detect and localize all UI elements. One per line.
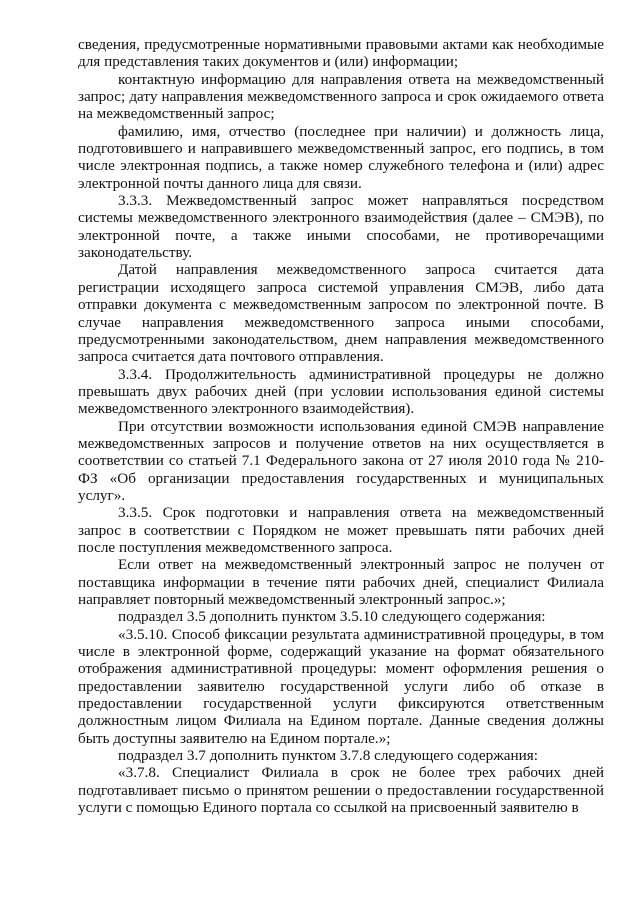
paragraph: сведения, предусмотренные нормативными правовыми актами как необходимые для представления таких документов и (или) информации; [78,36,604,71]
paragraph: контактную информацию для направления ответа на межведомственный запрос; дату направления межведомственного запроса и срок ожидаемого ответа на межведомственный запрос; [78,70,604,123]
paragraph: фамилию, имя, отчество (последнее при наличии) и должность лица, подготовившего и направившего межведомственный запрос, его подпись, в том числе электронная подпись, а также номер служебного телефона и (или) адрес электронной почты данного лица для связи. [78,122,604,192]
paragraph: Если ответ на межведомственный электронный запрос не получен от поставщика информации в течение пяти рабочих дней, специалист Филиала направляет повторный межведомственный электронный запрос.»; [78,556,604,608]
paragraph: При отсутствии возможности использования единой СМЭВ направление межведомственных запросов и получение ответов на них осуществляется в соответствии со статьей 7.1 Федерального закона от 27 июля 2010 года № 210-ФЗ «Об организации предоставления государственных и муниципальных услуг». [78,417,604,504]
paragraph: подраздел 3.5 дополнить пунктом 3.5.10 следующего содержания: [118,608,546,626]
paragraph: 3.3.4. Продолжительность административной процедуры не должно превышать двух рабочих дней (при условии использования единой системы межведомственного электронного взаимодействия). [78,365,604,418]
paragraph: «3.5.10. Способ фиксации результата административной процедуры, в том числе в электронной форме, содержащий указание на формат обязательного отображения административной процедуры: момент оформления решения о предоставлении заявителю государственной услуги либо об отказе в предоставлении государственной услуги фиксируются ответственным должностным лицом Филиала на Едином портале. Данные сведения должны быть доступны заявителю на Едином портале.»; [78,625,604,747]
document-body [78,36,604,816]
paragraph: «3.7.8. Специалист Филиала в срок не более трех рабочих дней подготавливает письмо о принятом решении о предоставлении государственной услуги с помощью Единого портала со ссылкой на присвоенный заявителю в [78,764,604,817]
paragraph: 3.3.5. Срок подготовки и направления ответа на межведомственный запрос в соответствии с Порядком не может превышать пяти рабочих дней после поступления межведомственного запроса. [78,504,604,556]
paragraph: 3.3.3. Межведомственный запрос может направляться посредством системы межведомственного электронного взаимодействия (далее – СМЭВ), по электронной почте, а также иными способами, не противоречащими законодательству. [78,192,604,262]
paragraph: Датой направления межведомственного запроса считается дата регистрации исходящего запроса системой управления СМЭВ, либо дата отправки документа с межведомственным запросом по электронной почте. В случае направления межведомственного запроса иными способами, предусмотренными законодательством, днем направления межведомственного запроса считается дата почтового отправления. [78,261,604,366]
paragraph: подраздел 3.7 дополнить пунктом 3.7.8 следующего содержания: [118,747,538,765]
